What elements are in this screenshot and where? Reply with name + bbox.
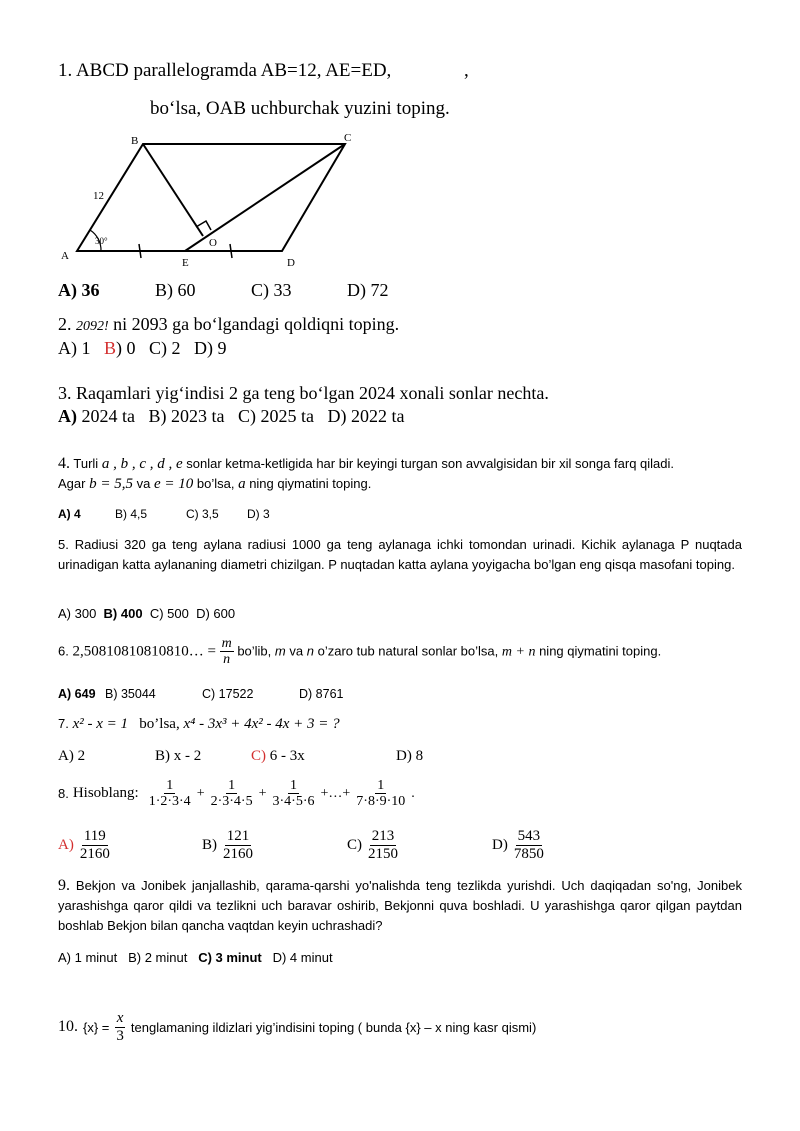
q8-option-c-den: 2150	[368, 845, 398, 862]
q2-text: ni 2093 ga bo‘lgandagi qoldiqni toping.	[113, 314, 400, 334]
q9-option-d[interactable]: D) 4 minut	[272, 950, 333, 965]
q8-option-a[interactable]	[58, 828, 112, 862]
q8-label: Hisoblang:	[72, 785, 139, 802]
q7-option-a[interactable]: A) 2	[58, 748, 86, 764]
q8-option-c-letter: C)	[347, 836, 362, 853]
right-angle-mark	[196, 221, 211, 230]
q4-vars: a , b , c , d , e	[101, 456, 183, 472]
q5-option-d[interactable]: D) 600	[196, 606, 236, 621]
q8-term-2	[209, 778, 255, 810]
q8-option-d-frac	[512, 828, 546, 862]
q6-option-a[interactable]: A) 649	[58, 687, 96, 701]
q4-e-eq: e = 10	[153, 476, 194, 492]
q4-num: 4.	[58, 455, 70, 472]
q5-text: 5. Radiusi 320 ga teng aylana radiusi 1000 ga teng aylanaga ichki tomondan urinadi. Kichik aylanaga P nuqtada urinadigan katta aylananing diametri chizilgan. P nuqtadan katta aylana yoyigacha bo’lgan eng qisqa masofani toping.	[58, 537, 742, 572]
q3-text: 3. Raqamlari yig‘indisi 2 ga teng bo‘lgan 2024 xonali sonlar nechta.	[58, 383, 549, 403]
label-a: A	[61, 250, 69, 262]
segment-ec	[185, 144, 345, 251]
q6-option-b[interactable]: B) 35044	[105, 687, 156, 701]
q6-va: va	[289, 643, 304, 659]
segment-bo	[143, 144, 203, 236]
q8-option-c-num: 213	[371, 828, 395, 844]
q9-options	[58, 950, 333, 965]
q7-option-b[interactable]: B) x - 2	[155, 748, 202, 764]
q8-dots: +…+	[320, 785, 351, 801]
q6-text3: ning qiymatini toping.	[539, 643, 662, 659]
q9-body: Bekjon va Jonibek janjallashib, qarama-qarshi yo'nalishda teng tezlikda yurishdi. Uch daqiqadan so'ng, Jonibek yarashishga qaror qildi va tezlikni uch baravar oshirib, Bekjonni quva boshladi. U yarashishga qaror qilgan paytdan boshlab Bekjon bilan qancha vaqtdan keyin uchrashadi?	[58, 878, 742, 933]
q8-period: .	[411, 785, 415, 801]
q8-option-a-letter: A)	[58, 836, 74, 853]
q10-frac-den: 3	[116, 1027, 124, 1044]
q10-frac-num: x	[116, 1010, 124, 1026]
q6-n: n	[306, 643, 314, 659]
q1-comma: ,	[464, 60, 469, 81]
q6-fraction	[220, 636, 234, 668]
q3-option-a-rest: 2024 ta	[77, 406, 135, 426]
q3-option-d[interactable]: D) 2022 ta	[327, 406, 405, 426]
q7-num: 7.	[58, 716, 69, 731]
q10-fraction	[114, 1010, 126, 1044]
q7-line	[58, 716, 340, 733]
q9-option-a[interactable]: A) 1 minut	[58, 950, 118, 965]
q4-text2: bo’lsa,	[196, 476, 235, 491]
label-angle: 30°	[95, 236, 108, 246]
q8-term-1-den: 1·2·3·4	[148, 794, 191, 810]
q8-option-d[interactable]	[492, 828, 546, 862]
q2-line	[58, 314, 399, 335]
q8-option-d-den: 7850	[513, 845, 544, 862]
q6-frac-num: m	[221, 636, 232, 651]
q8-option-a-frac	[78, 828, 112, 862]
q4-line1	[58, 455, 674, 473]
label-e: E	[182, 257, 189, 269]
q5-option-a[interactable]: A) 300	[58, 606, 97, 621]
q1-line2: bo‘lsa, OAB uchburchak yuzini toping.	[150, 98, 450, 119]
label-side: 12	[93, 190, 104, 202]
q2-option-b-letter: B	[104, 338, 117, 358]
q7-option-d[interactable]: D) 8	[396, 748, 424, 764]
q4-a-var: a	[238, 476, 246, 492]
q8-option-d-letter: D)	[492, 836, 508, 853]
q4-option-d[interactable]: D) 3	[247, 507, 270, 521]
q1-option-a[interactable]: A) 36	[58, 280, 100, 300]
tick-ae	[139, 244, 141, 258]
q6-num: 6.	[58, 643, 69, 659]
q4-lead: Turli	[73, 456, 99, 471]
q6-mn: m + n	[501, 644, 536, 660]
q1-option-b[interactable]: B) 60	[155, 280, 196, 300]
q4-b-eq: b = 5,5	[89, 476, 133, 492]
q8-plus-1: +	[196, 785, 205, 801]
tick-ed	[230, 244, 232, 258]
q8-option-a-num: 119	[83, 828, 106, 844]
q1-option-c[interactable]: C) 33	[251, 280, 292, 300]
q2-option-b[interactable]	[104, 338, 136, 358]
q7-bolsa: bo’lsa,	[139, 716, 180, 732]
q4-option-c[interactable]: C) 3,5	[186, 507, 219, 521]
q8-term-2-den: 2·3·4·5	[210, 794, 253, 810]
q2-option-b-rest: ) 0	[116, 338, 136, 358]
q8-plus-2: +	[258, 785, 267, 801]
q3-option-c[interactable]: C) 2025 ta	[238, 406, 314, 426]
q4-option-a[interactable]: A) 4	[58, 507, 81, 521]
q3-option-a-letter: A)	[58, 406, 77, 426]
label-c: C	[344, 132, 352, 144]
angle-arc	[90, 230, 101, 251]
parallelogram-abcd	[77, 144, 345, 251]
q10-line	[58, 1010, 536, 1044]
q7-expr: x⁴ - 3x³ + 4x² - 4x + 3 = ?	[183, 716, 340, 732]
q2-num: 2.	[58, 314, 72, 334]
q6-option-d[interactable]: D) 8761	[299, 687, 344, 701]
q3-options	[58, 406, 404, 427]
q7-option-c[interactable]	[251, 748, 305, 765]
q2-expr: 2092!	[76, 319, 109, 334]
q9-num: 9.	[58, 877, 70, 894]
q2-option-a[interactable]: A) 1	[58, 338, 91, 358]
q4-agar: Agar	[58, 476, 86, 491]
label-b: B	[131, 135, 139, 147]
q7-given: x² - x = 1	[72, 716, 129, 732]
q8-term-last-den: 7·8·9·10	[356, 794, 406, 810]
q8-option-b-letter: B)	[202, 836, 217, 853]
q8-term-1-num: 1	[166, 778, 174, 793]
q4-text1: sonlar ketma-ketligida har bir keyingi turgan son avvalgisidan bir xil songa farq qiladi.	[186, 456, 675, 471]
q8-term-2-num: 1	[228, 778, 236, 793]
q8-term-3	[271, 778, 317, 810]
q3-option-a[interactable]	[58, 406, 135, 426]
q8-option-b-den: 2160	[223, 845, 253, 862]
q9-text	[58, 876, 742, 936]
q6-frac-den: n	[223, 652, 231, 668]
q8-option-a-den: 2160	[79, 845, 110, 862]
q2-options	[58, 338, 227, 359]
q10-text: tenglamaning ildizlari yig’indisini toping ( bunda {x} – x ning kasr qismi)	[130, 1019, 537, 1035]
q7-option-c-letter: C)	[251, 748, 266, 764]
q6-text2: o’zaro tub natural sonlar bo’lsa,	[317, 643, 499, 659]
q4-text3: ning qiymatini toping.	[249, 476, 372, 491]
q4-line2	[58, 476, 371, 493]
q5-option-c[interactable]: C) 500	[149, 606, 189, 621]
q8-term-3-num: 1	[290, 778, 297, 793]
q8-option-b-frac	[221, 828, 255, 862]
q5-options	[58, 606, 235, 621]
label-d: D	[287, 257, 295, 269]
q8-term-last-num: 1	[377, 778, 385, 793]
q6-expr: 2,50810810810810… =	[72, 643, 216, 660]
q9-option-b[interactable]: B) 2 minut	[128, 950, 188, 965]
q6-m: m	[274, 643, 286, 659]
q9-option-c[interactable]: C) 3 minut	[198, 950, 262, 965]
q6-line	[58, 636, 661, 668]
q8-option-c-frac	[366, 828, 400, 862]
q8-term-3-den: 3·4·5·6	[272, 794, 315, 810]
q8-line	[58, 778, 415, 810]
q2-option-c[interactable]: C) 2	[149, 338, 181, 358]
q6-option-c[interactable]: C) 17522	[202, 687, 254, 701]
q2-option-d[interactable]: D) 9	[194, 338, 227, 358]
q1-option-d[interactable]: D) 72	[347, 280, 389, 300]
q8-option-c[interactable]	[347, 828, 400, 862]
q8-num: 8.	[58, 786, 69, 802]
q4-va: va	[136, 476, 151, 491]
q3-option-b[interactable]: B) 2023 ta	[148, 406, 225, 426]
q7-option-c-rest: 6 - 3x	[266, 748, 305, 764]
q8-term-last	[354, 778, 407, 810]
q8-option-b-num: 121	[226, 828, 250, 844]
q1-line1: 1. ABCD parallelogramda AB=12, AE=ED,	[58, 60, 392, 81]
q8-term-1	[147, 778, 193, 810]
q8-option-d-num: 543	[517, 828, 541, 844]
q8-option-b[interactable]	[202, 828, 255, 862]
label-o: O	[209, 237, 217, 249]
q4-option-b[interactable]: B) 4,5	[115, 507, 148, 521]
q10-lhs: {x} =	[83, 1019, 110, 1035]
q10-num: 10.	[58, 1018, 78, 1035]
q5-option-b[interactable]: B) 400	[103, 606, 143, 621]
q8-options	[58, 828, 558, 868]
q6-text1: bo’lib,	[237, 643, 272, 659]
